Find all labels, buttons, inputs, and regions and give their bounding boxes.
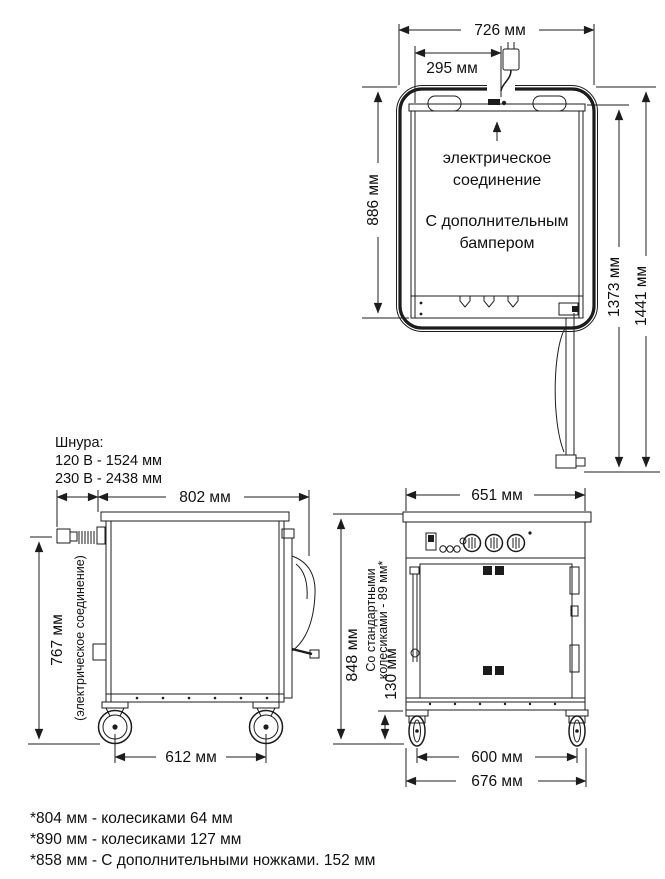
indicator-light	[454, 546, 460, 552]
caster-front-left	[406, 710, 428, 746]
electrical-connection-dot	[502, 101, 506, 105]
dim-848-note-line2: колесиками - 89 мм*	[376, 560, 390, 680]
dim-886-label: 886 мм	[365, 174, 382, 226]
dim-726-label: 726 мм	[474, 22, 526, 39]
panel-screw-dot	[528, 531, 531, 534]
fastener-dot	[420, 313, 423, 316]
electrical-label-line1: электрическое	[442, 150, 552, 167]
plug-body-icon	[503, 49, 519, 70]
dim-802	[98, 489, 309, 506]
cord-note-230v: 230 В - 2438 мм	[55, 471, 163, 487]
caster-front-right	[566, 710, 588, 746]
dim-802-label: 802 мм	[179, 489, 231, 506]
bumper-label-line1: С дополнительным	[425, 213, 569, 230]
control-knob	[464, 535, 481, 552]
electrical-connection-point	[488, 99, 500, 105]
dim-848-label: 848 мм	[344, 628, 361, 682]
door-hinges-plan	[460, 296, 518, 307]
cord-note	[55, 435, 162, 487]
bottom-rail-front	[406, 698, 585, 710]
dim-676-label: 676 мм	[471, 773, 523, 790]
top-view	[362, 22, 660, 472]
door-vents	[483, 566, 504, 675]
fastener-dot	[420, 302, 423, 305]
door-latch	[410, 567, 419, 662]
cord-note-120v: 120 В - 1524 мм	[55, 453, 163, 469]
dim-295-label: 295 мм	[426, 60, 478, 77]
dim-130-label: 130 мм	[383, 648, 400, 700]
electrical-label-line2: соединение	[452, 172, 542, 189]
door-hinges-front	[570, 564, 579, 698]
dim-612	[115, 734, 266, 766]
cord-connector-detail	[572, 306, 578, 312]
footnotes	[30, 810, 375, 869]
cabinet-top-rail	[409, 104, 585, 111]
dim-767-label: 767 мм	[49, 614, 66, 666]
front-view	[333, 487, 591, 790]
plug-prongs-icon	[508, 42, 514, 49]
dim-1441	[596, 87, 656, 467]
electrical-conduit	[57, 527, 105, 544]
dim-767-note: (электрическое соединение)	[73, 555, 87, 721]
dim-651	[406, 487, 585, 511]
dim-651-label: 651 мм	[471, 487, 523, 504]
footnote-2: *890 мм - колесиками 127 мм	[30, 831, 242, 848]
control-panel	[426, 531, 532, 552]
cabinet-frame-side	[106, 521, 284, 702]
hanging-cord-loop	[555, 327, 566, 452]
bottom-rail-bolts	[136, 697, 269, 700]
dim-848	[333, 514, 403, 739]
door-panel	[420, 564, 572, 698]
power-switch-rocker	[428, 535, 434, 542]
side-handle	[282, 529, 319, 698]
dim-600	[417, 748, 577, 766]
side-view	[28, 489, 319, 766]
control-knob	[486, 535, 503, 552]
footnote-3: *858 мм - С дополнительными ножками. 152 мм	[30, 852, 376, 869]
side-latch-box	[93, 644, 106, 660]
cord-note-title: Шнура:	[55, 435, 104, 451]
dim-767	[30, 537, 87, 739]
bumper-label-line2: бампером	[459, 235, 535, 252]
dim-886	[362, 87, 409, 318]
cabinet-top-cap-side	[101, 512, 289, 521]
hanging-cord	[566, 313, 574, 455]
control-knob	[508, 535, 525, 552]
cabinet-top-cap-front	[403, 512, 591, 522]
cord-plug-bottom	[556, 455, 576, 468]
dim-612-label: 612 мм	[165, 749, 217, 766]
cord-plug-tip	[576, 458, 585, 466]
dim-1373-label: 1373 мм	[606, 256, 623, 318]
dim-848-note-line1: Со стандартными	[364, 568, 378, 672]
footnote-1: *804 мм - колесиками 64 мм	[30, 810, 233, 827]
indicator-light	[447, 546, 453, 552]
cabinet-body-side	[106, 521, 284, 702]
indicator-light	[440, 546, 446, 552]
dim-600-label: 600 мм	[471, 749, 523, 766]
dim-1441-label: 1441 мм	[633, 265, 650, 327]
bottom-rail-bolts-front	[429, 703, 556, 705]
